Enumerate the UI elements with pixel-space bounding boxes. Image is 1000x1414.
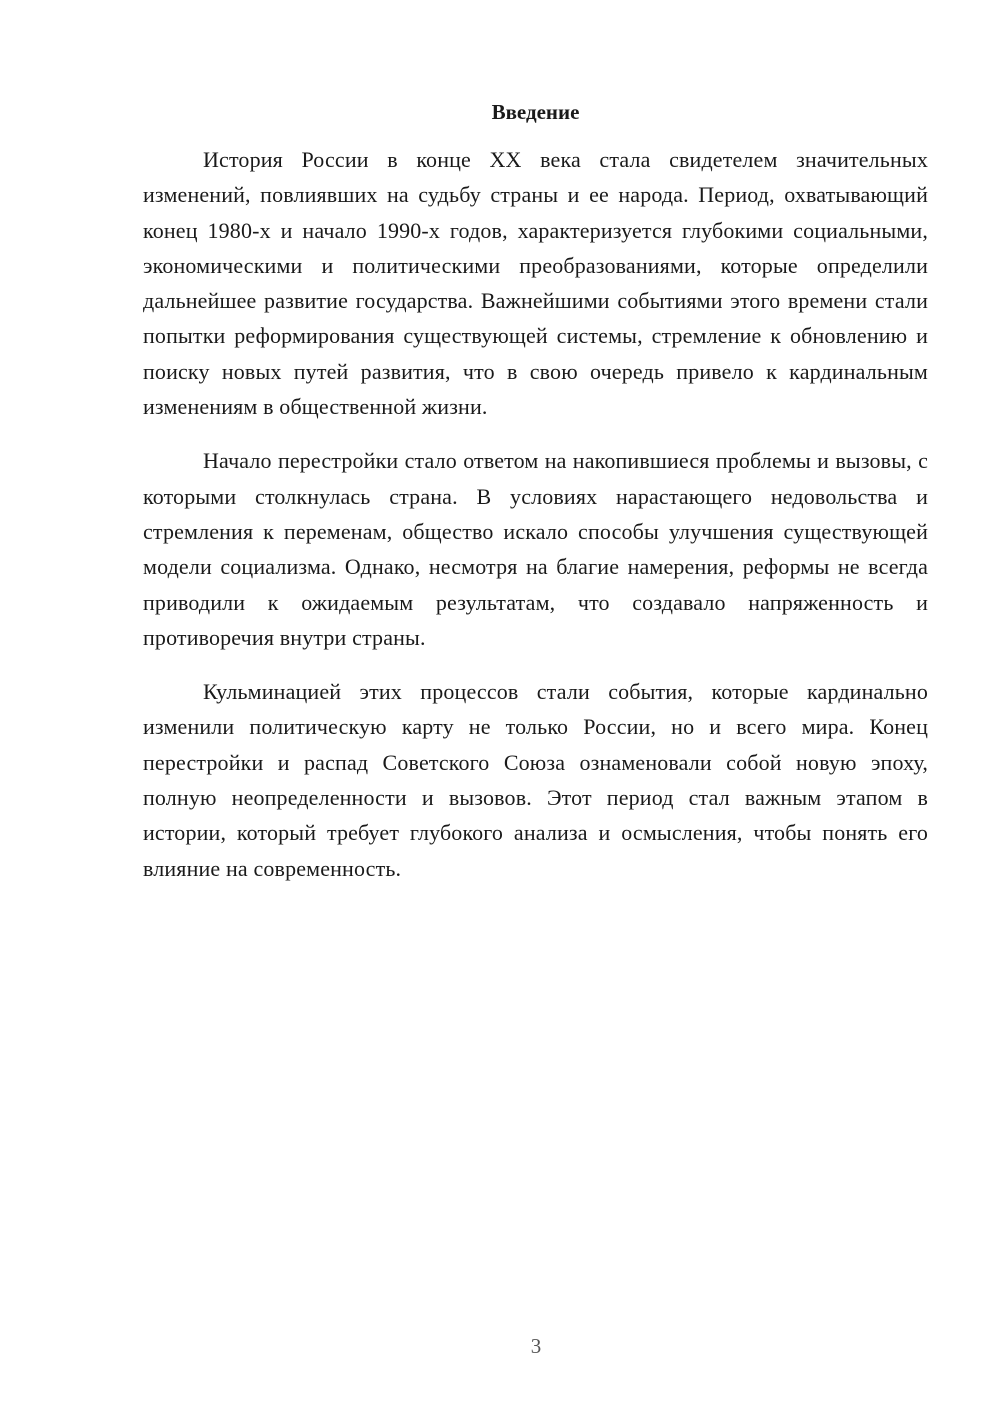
paragraph-2: Начало перестройки стало ответом на накопившиеся проблемы и вызовы, с которыми столкнулась страна. В условиях нарастающего недовольства и стремления к переменам, общество искало способы улучшения существующей модели социализма. Однако, несмотря на благие намерения, реформы не всегда приводили к ожидаемым результатам, что создавало напряженность и противоречия внутри страны. <box>143 448 928 650</box>
page-number: 3 <box>530 1334 542 1358</box>
section-heading: Введение <box>491 100 580 124</box>
body-text <box>143 142 928 905</box>
paragraph-3: Кульминацией этих процессов стали события, которые кардинально изменили политическую карту не только России, но и всего мира. Конец перестройки и распад Советского Союза ознаменовали собой новую эпоху, полную неопределенности и вызовов. Этот период стал важным этапом в истории, который требует глубокого анализа и осмысления, чтобы понять его влияние на современность. <box>143 679 928 881</box>
paragraph-1: История России в конце XX века стала свидетелем значительных изменений, повлиявших на судьбу страны и ее народа. Период, охватывающий конец 1980-х и начало 1990-х годов, характеризуется глубокими социальными, экономическими и политическими преобразованиями, которые определили дальнейшее развитие государства. Важнейшими событиями этого времени стали попытки реформирования существующей системы, стремление к обновлению и поиску новых путей развития, что в свою очередь привело к кардинальным изменениям в общественной жизни. <box>143 147 928 420</box>
